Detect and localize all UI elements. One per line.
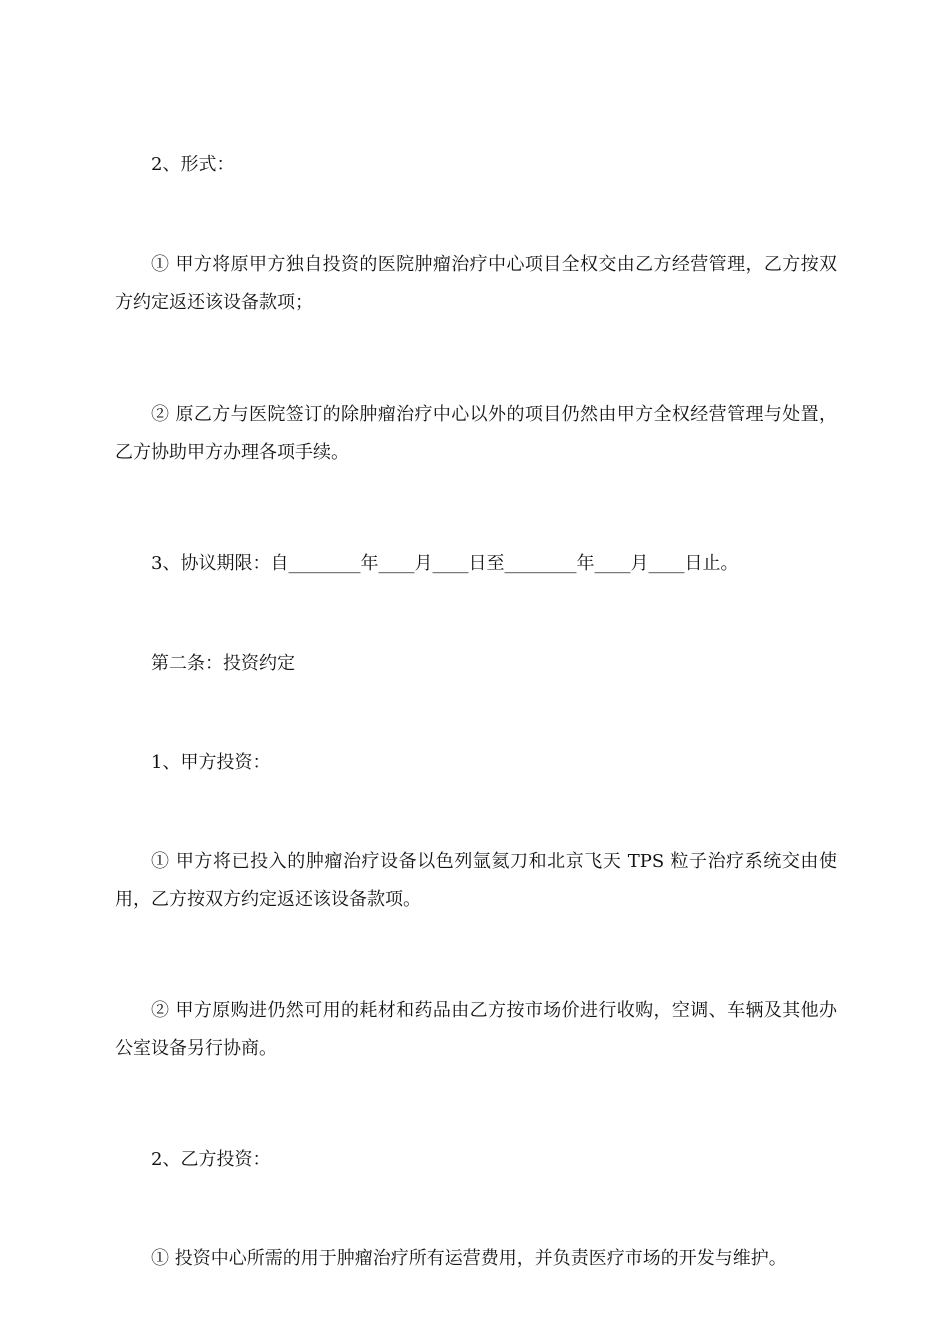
party-b-investment-item-1: ① 投资中心所需的用于肿瘤治疗所有运营费用，并负责医疗市场的开发与维护。 xyxy=(151,1248,787,1269)
clause-term: 3、协议期限：自________年____月____日至________年____月____日止。 xyxy=(151,553,739,574)
party-b-investment-heading: 2、乙方投资： xyxy=(151,1149,271,1170)
party-a-investment-item-2: ② 甲方原购进仍然可用的耗材和药品由乙方按市场价进行收购，空调、车辆及其他办公室设备另行协商。 xyxy=(115,1000,837,1059)
article-2-heading: 第二条：投资约定 xyxy=(151,653,295,674)
clause-form-item-1: ① 甲方将原甲方独自投资的医院肿瘤治疗中心项目全权交由乙方经营管理，乙方按双方约定返还该设备款项； xyxy=(115,254,837,313)
clause-form-item-2: ② 原乙方与医院签订的除肿瘤治疗中心以外的项目仍然由甲方全权经营管理与处置，乙方协助甲方办理各项手续。 xyxy=(115,404,837,463)
party-a-investment-item-1: ① 甲方将已投入的肿瘤治疗设备以色列氩氦刀和北京飞天 TPS 粒子治疗系统交由使用，乙方按双方约定返还该设备款项。 xyxy=(115,851,837,910)
party-a-investment-heading: 1、甲方投资： xyxy=(151,752,271,773)
clause-form-heading: 2、形式： xyxy=(151,154,235,175)
